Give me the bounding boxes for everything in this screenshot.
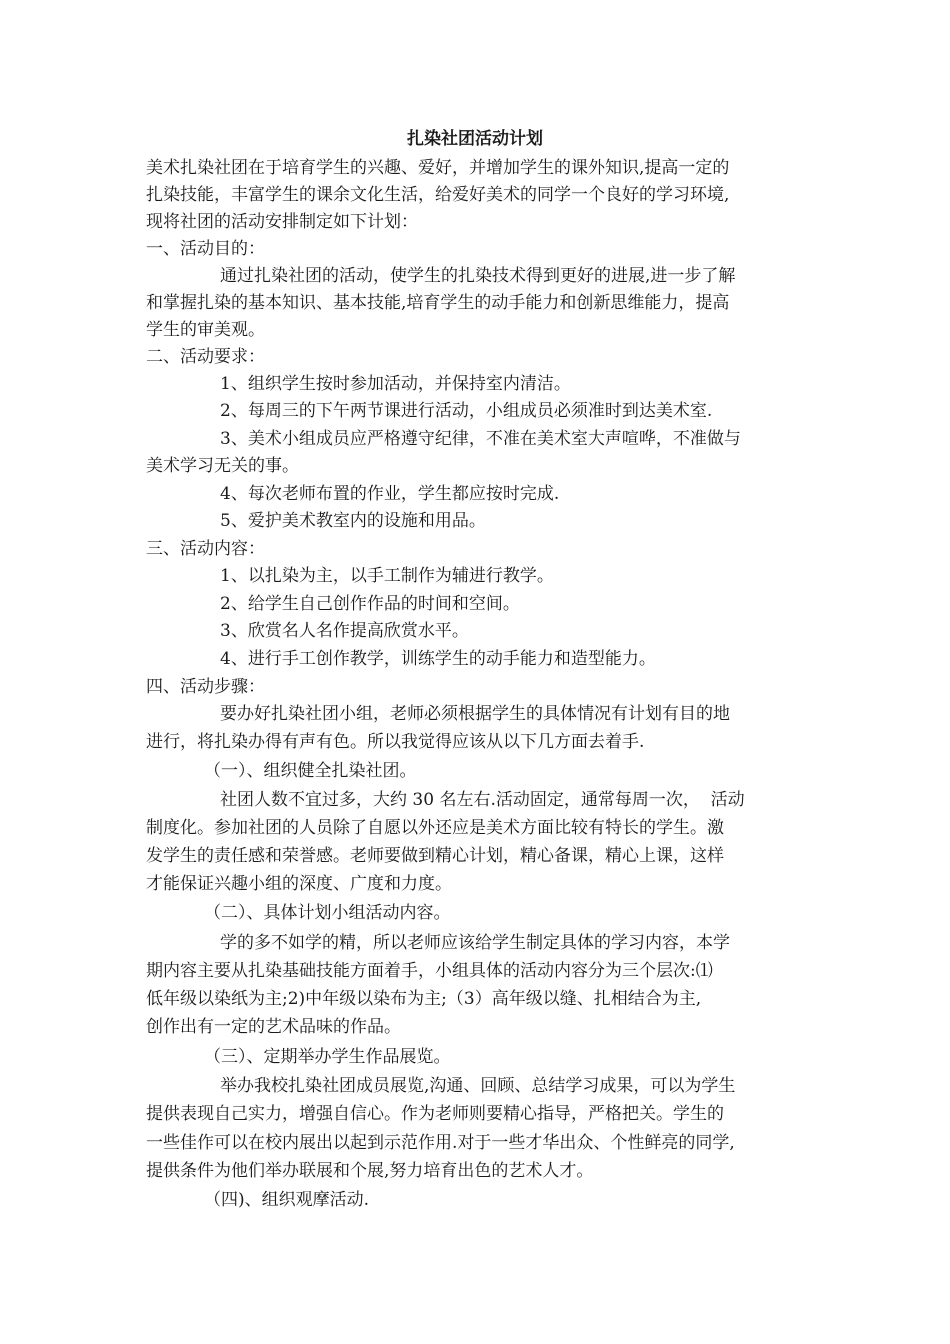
text-line: 学的多不如学的精，所以老师应该给学生制定具体的学习内容，本学 xyxy=(220,933,730,953)
list-item: 5、爱护美术教室内的设施和用品。 xyxy=(220,511,486,531)
list-item: 4、每次老师布置的作业，学生都应按时完成. xyxy=(220,484,560,504)
text-line: 一些佳作可以在校内展出以起到示范作用.对于一些才华出众、个性鲜亮的同学, xyxy=(146,1133,735,1153)
subsection-heading: （二）、具体计划小组活动内容。 xyxy=(204,903,451,923)
text-line: 进行，将扎染办得有声有色。所以我觉得应该从以下几方面去着手. xyxy=(146,732,645,752)
text-line: 低年级以染纸为主;2)中年级以染布为主;（3）高年级以缝、扎相结合为主, xyxy=(146,989,702,1009)
section-heading: 二、活动要求： xyxy=(146,347,265,367)
list-item: 2、给学生自己创作作品的时间和空间。 xyxy=(220,594,520,614)
text-line: 发学生的责任感和荣誉感。老师要做到精心计划，精心备课，精心上课，这样 xyxy=(146,846,724,866)
text-line: 才能保证兴趣小组的深度、广度和力度。 xyxy=(146,874,452,894)
text-line: 扎染技能，丰富学生的课余文化生活，给爱好美术的同学一个良好的学习环境, xyxy=(146,185,730,205)
text-line: 期内容主要从扎染基础技能方面着手，小组具体的活动内容分为三个层次:⑴ xyxy=(146,961,713,981)
list-item: 1、以扎染为主，以手工制作为辅进行教学。 xyxy=(220,566,554,586)
section-heading: 一、活动目的： xyxy=(146,239,265,259)
text-line: 现将社团的活动安排制定如下计划： xyxy=(146,212,418,232)
text-line: 社团人数不宜过多，大约 30 名左右.活动固定，通常每周一次， 活动 xyxy=(220,790,745,810)
section-heading: 四、活动步骤： xyxy=(146,677,265,697)
subsection-heading: （四)、组织观摩活动. xyxy=(204,1190,370,1210)
list-item: 4、进行手工创作教学，训练学生的动手能力和造型能力。 xyxy=(220,649,656,669)
list-item: 3、美术小组成员应严格遵守纪律，不准在美术室大声喧哗，不准做与 xyxy=(220,429,741,449)
text-line: 通过扎染社团的活动，使学生的扎染技术得到更好的进展,进一步了解 xyxy=(220,266,736,286)
subsection-heading: （一）、组织健全扎染社团。 xyxy=(204,761,417,781)
document-title: 扎染社团活动计划 xyxy=(407,129,543,149)
text-line: 举办我校扎染社团成员展览,沟通、回顾、总结学习成果，可以为学生 xyxy=(220,1076,736,1096)
section-heading: 三、活动内容： xyxy=(146,539,265,559)
text-line: 学生的审美观。 xyxy=(146,320,265,340)
list-item: 1、组织学生按时参加活动，并保持室内清洁。 xyxy=(220,374,571,394)
text-line: 制度化。参加社团的人员除了自愿以外还应是美术方面比较有特长的学生。激 xyxy=(146,818,724,838)
text-line: 和掌握扎染的基本知识、基本技能,培育学生的动手能力和创新思维能力，提高 xyxy=(146,293,730,313)
text-line: 提供条件为他们举办联展和个展,努力培育出色的艺术人才。 xyxy=(146,1161,594,1181)
list-item: 2、每周三的下午两节课进行活动，小组成员必须准时到达美术室. xyxy=(220,401,713,421)
text-line: 要办好扎染社团小组，老师必须根据学生的具体情况有计划有目的地 xyxy=(220,704,730,724)
text-line: 美术学习无关的事。 xyxy=(146,456,299,476)
list-item: 3、欣赏名人名作提高欣赏水平。 xyxy=(220,621,469,641)
text-line: 提供表现自己实力，增强自信心。作为老师则要精心指导，严格把关。学生的 xyxy=(146,1104,724,1124)
subsection-heading: （三）、定期举办学生作品展览。 xyxy=(204,1047,451,1067)
text-line: 美术扎染社团在于培育学生的兴趣、爱好，并增加学生的课外知识,提高一定的 xyxy=(146,158,730,178)
text-line: 创作出有一定的艺术品味的作品。 xyxy=(146,1017,401,1037)
